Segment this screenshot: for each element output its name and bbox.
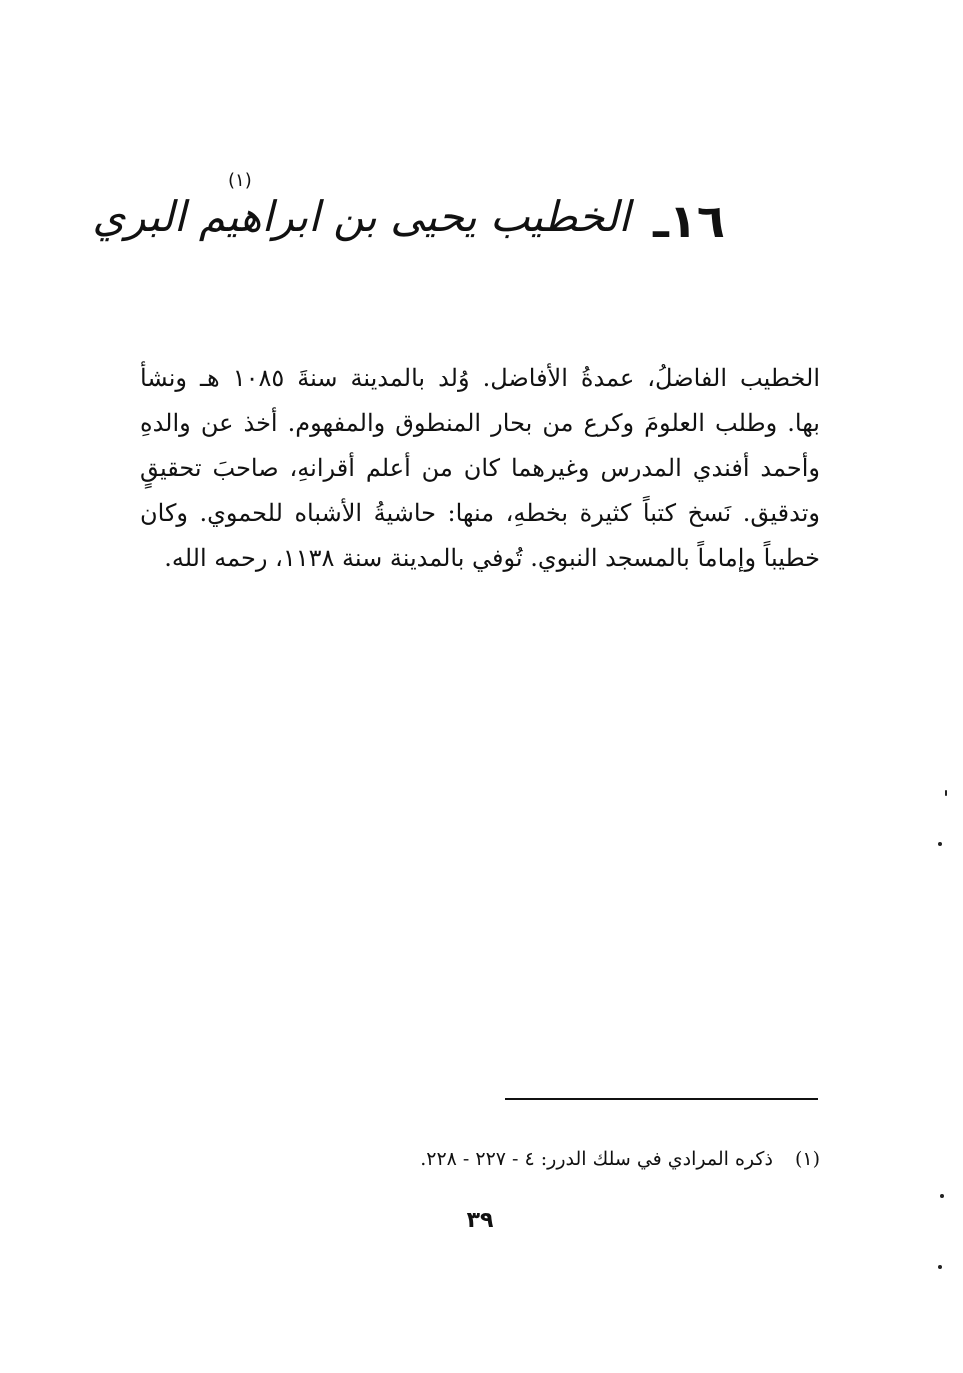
paragraph-line: وأحمد أفندي المدرس وغيرهما كان من أعلم أقرانهِ، صاحبَ تحقيقٍ [140, 454, 820, 482]
paragraph-line: وتدقيق. نَسخ كتباً كثيرة بخطهِ، منها: حاشيةُ الأشباه للحموي. وكان [140, 499, 820, 527]
entry-title: الخطيب يحيى بن ابراهيم البري [92, 192, 630, 241]
footnote-marker: (١) [794, 1148, 820, 1170]
footnote-divider [505, 1098, 818, 1100]
paragraph-line: خطيباً وإماماً بالمسجد النبوي. تُوفي بالمدينة سنة ١١٣٨، رحمه الله. [164, 544, 820, 572]
scan-speck [940, 1194, 944, 1198]
entry-number: ١٦ـ [653, 194, 725, 248]
scan-speck [938, 1265, 942, 1269]
page-number: ٣٩ [466, 1208, 494, 1233]
footnote-text: ذكره المرادي في سلك الدرر: ٤ - ٢٢٧ - ٢٢٨. [420, 1148, 773, 1170]
scan-speck [938, 842, 942, 846]
scan-speck [945, 790, 947, 796]
paragraph-line: الخطيب الفاضلُ، عمدةُ الأفاضل. وُلد بالمدينة سنةَ ١٠٨٥ هـ ونشأ [140, 364, 820, 392]
biography-paragraph [140, 356, 820, 581]
paragraph-line: بها. وطلب العلومَ وكرع من بحار المنطوق والمفهوم. أخذ عن والدهِ [140, 409, 820, 437]
entry-heading [92, 170, 740, 280]
footnote [320, 1145, 820, 1173]
footnote-reference: (١) [228, 170, 252, 191]
